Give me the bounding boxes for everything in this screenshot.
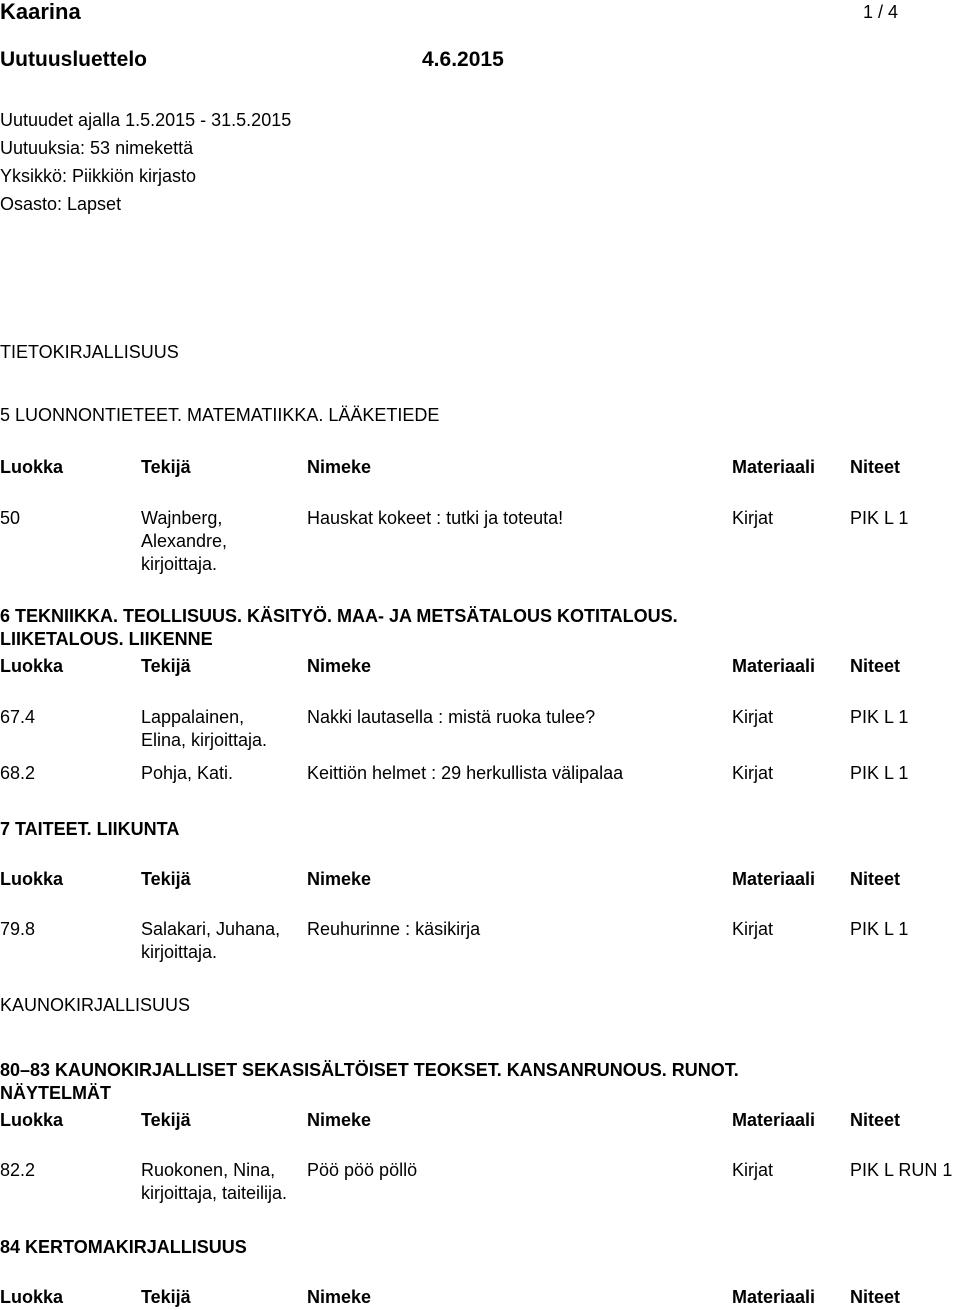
section-heading-84: 84 KERTOMAKIRJALLISUUS [0, 1237, 247, 1257]
column-header-luokka: Luokka [0, 869, 64, 889]
column-header-tekija: Tekijä [141, 656, 191, 676]
row-title: Pöö pöö pöllö [307, 1160, 418, 1180]
department-text: Osasto: Lapset [0, 194, 122, 214]
row-author: Wajnberg, [141, 508, 223, 528]
row-material: Kirjat [732, 919, 774, 939]
column-header-niteet: Niteet [850, 869, 901, 889]
row-title: Hauskat kokeet : tutki ja toteuta! [307, 508, 564, 528]
row-author: Ruokonen, Nina, [141, 1160, 276, 1180]
page-number: 1 / 4 [863, 2, 899, 22]
report-date: 4.6.2015 [422, 48, 504, 71]
row-material: Kirjat [732, 707, 774, 727]
row-class: 82.2 [0, 1160, 36, 1180]
column-header-niteet: Niteet [850, 656, 901, 676]
row-class: 79.8 [0, 919, 36, 939]
row-material: Kirjat [732, 763, 774, 783]
row-copies: PIK L 1 [850, 707, 909, 727]
section-heading-tietokirjallisuus: TIETOKIRJALLISUUS [0, 342, 179, 362]
column-header-materiaali: Materiaali [732, 1287, 816, 1307]
column-header-tekija: Tekijä [141, 1287, 191, 1307]
column-header-materiaali: Materiaali [732, 656, 816, 676]
column-header-nimeke: Nimeke [307, 656, 372, 676]
column-header-niteet: Niteet [850, 1110, 901, 1130]
row-title: Keittiön helmet : 29 herkullista välipalaa [307, 763, 624, 783]
column-header-nimeke: Nimeke [307, 1110, 372, 1130]
row-copies: PIK L 1 [850, 763, 909, 783]
row-class: 50 [0, 508, 21, 528]
period-text: Uutuudet ajalla 1.5.2015 - 31.5.2015 [0, 110, 292, 130]
column-header-materiaali: Materiaali [732, 869, 816, 889]
row-author: Pohja, Kati. [141, 763, 234, 783]
section-heading-7: 7 TAITEET. LIIKUNTA [0, 819, 180, 839]
column-header-luokka: Luokka [0, 656, 64, 676]
column-header-materiaali: Materiaali [732, 457, 816, 477]
row-title: Reuhurinne : käsikirja [307, 919, 481, 939]
unit-text: Yksikkö: Piikkiön kirjasto [0, 166, 197, 186]
row-author: Lappalainen, [141, 707, 245, 727]
row-class: 68.2 [0, 763, 36, 783]
column-header-luokka: Luokka [0, 1287, 64, 1307]
section-heading-6-line2: LIIKETALOUS. LIIKENNE [0, 629, 213, 649]
row-copies: PIK L 1 [850, 919, 909, 939]
column-header-niteet: Niteet [850, 457, 901, 477]
column-header-luokka: Luokka [0, 1110, 64, 1130]
section-heading-80-83: 80–83 KAUNOKIRJALLISET SEKASISÄLTÖISET TEOKSET. KANSANRUNOUS. RUNOT. [0, 1060, 739, 1080]
column-header-tekija: Tekijä [141, 869, 191, 889]
row-author-line2: kirjoittaja. [141, 942, 218, 962]
column-header-tekija: Tekijä [141, 457, 191, 477]
row-author-line2: kirjoittaja, taiteilija. [141, 1183, 288, 1203]
row-copies: PIK L RUN 1 [850, 1160, 953, 1180]
section-heading-5: 5 LUONNONTIETEET. MATEMATIIKKA. LÄÄKETIEDE [0, 405, 440, 425]
section-heading-kaunokirjallisuus: KAUNOKIRJALLISUUS [0, 995, 191, 1015]
column-header-tekija: Tekijä [141, 1110, 191, 1130]
column-header-nimeke: Nimeke [307, 1287, 372, 1307]
column-header-luokka: Luokka [0, 457, 64, 477]
column-header-materiaali: Materiaali [732, 1110, 816, 1130]
row-author: Salakari, Juhana, [141, 919, 281, 939]
row-author-line3: kirjoittaja. [141, 554, 218, 574]
column-header-nimeke: Nimeke [307, 457, 372, 477]
section-heading-80-83-line2: NÄYTELMÄT [0, 1083, 111, 1103]
row-class: 67.4 [0, 707, 36, 727]
row-copies: PIK L 1 [850, 508, 909, 528]
column-header-nimeke: Nimeke [307, 869, 372, 889]
row-author-line2: Elina, kirjoittaja. [141, 730, 268, 750]
row-material: Kirjat [732, 508, 774, 528]
count-text: Uutuuksia: 53 nimekettä [0, 138, 194, 158]
row-material: Kirjat [732, 1160, 774, 1180]
row-title: Nakki lautasella : mistä ruoka tulee? [307, 707, 596, 727]
list-title: Uutuusluettelo [0, 48, 147, 71]
row-author-line2: Alexandre, [141, 531, 228, 551]
report-author: Kaarina [0, 0, 81, 24]
section-heading-6: 6 TEKNIIKKA. TEOLLISUUS. KÄSITYÖ. MAA- JA METSÄTALOUS KOTITALOUS. [0, 606, 678, 626]
column-header-niteet: Niteet [850, 1287, 901, 1307]
